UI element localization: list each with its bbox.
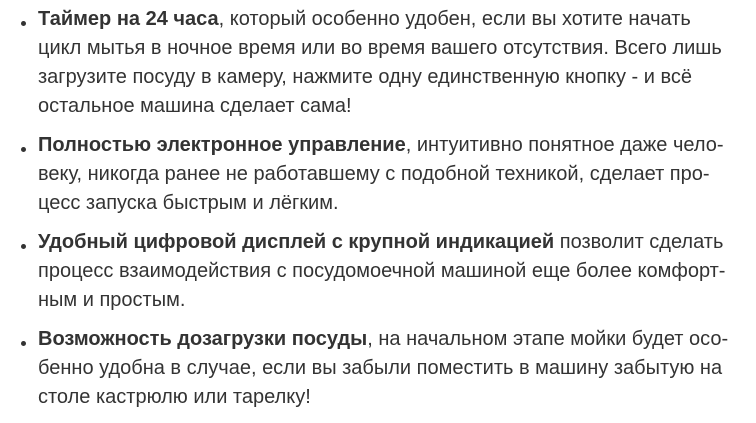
- feature-title: Возможность дозагрузки посуды: [38, 328, 368, 350]
- bullet-icon: [21, 21, 26, 26]
- feature-title: Удобный цифровой дисплей с крупной индикацией: [38, 231, 555, 253]
- feature-list-item: [38, 228, 738, 315]
- feature-description: позволит сделать процесс взаимодействия с посудомоечной машиной еще более комфортным и простым.: [38, 231, 726, 311]
- feature-list-item: [38, 131, 738, 218]
- feature-description: , на начальном этапе мойки будет особенно удобна в случае, если вы забыли поместить в машину забытую на столе кастрюлю или тарелку!: [38, 328, 729, 408]
- bullet-icon: [21, 341, 26, 346]
- feature-title: Таймер на 24 часа: [38, 8, 219, 30]
- feature-list-item: [38, 325, 738, 412]
- feature-list-item: [38, 5, 738, 121]
- feature-title: Полностью электронное управление: [38, 134, 406, 156]
- bullet-icon: [21, 147, 26, 152]
- feature-description: , интуитивно понятное даже человеку, никогда ранее не работавшему с подобной техникой, сделает процесс запуска быстрым и лёгким.: [38, 134, 724, 214]
- feature-description: , который особенно удобен, если вы хотите начать цикл мытья в ночное время или во время вашего отсутствия. Всего лишь загрузите посуду в камеру, нажмите одну единственную кнопку - и всё остальное машина сделает сама!: [38, 8, 722, 117]
- bullet-icon: [21, 244, 26, 249]
